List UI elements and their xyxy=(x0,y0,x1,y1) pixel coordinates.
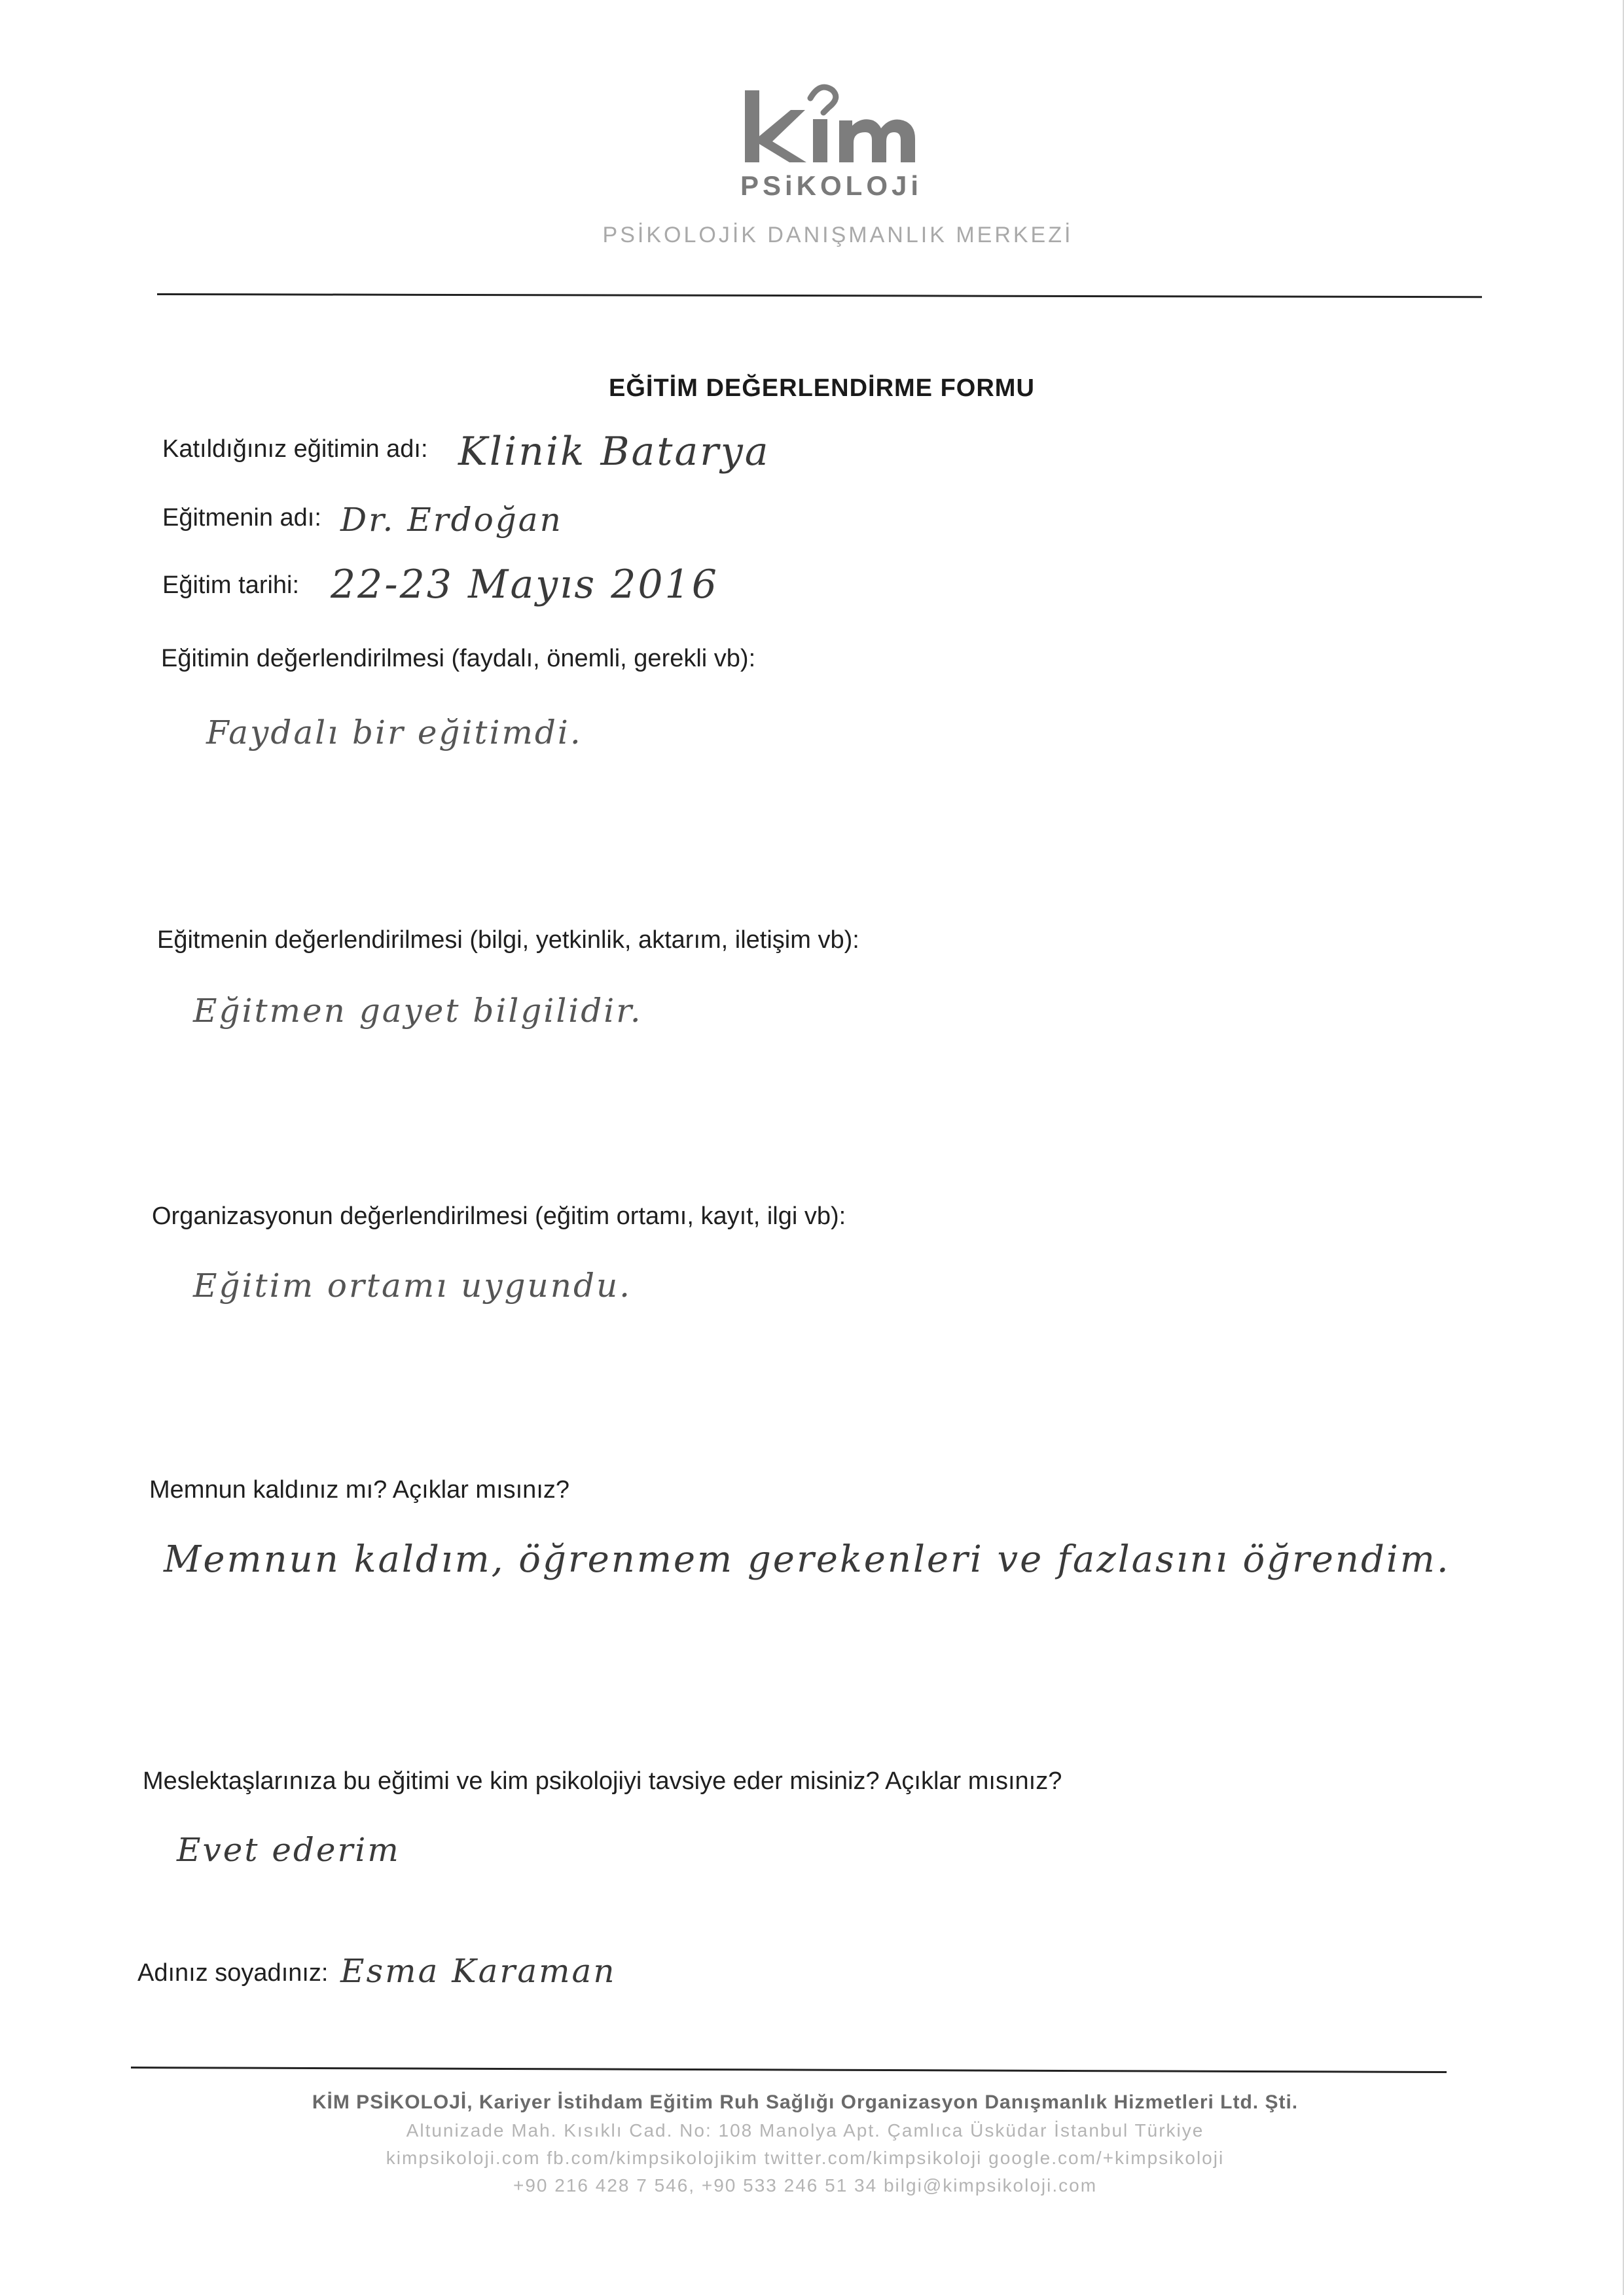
footer-address: Altunizade Mah. Kısıklı Cad. No: 108 Manolya Apt. Çamlıca Üsküdar İstanbul Türkiye xyxy=(406,2120,1204,2141)
trainer-evaluation-answer: Eğitmen gayet bilgilidir. xyxy=(193,992,643,1030)
footer-contact: +90 216 428 7 546, +90 533 246 51 34 bilgi@kimpsikoloji.com xyxy=(513,2175,1098,2196)
training-date-label: Eğitim tarihi: xyxy=(162,571,300,599)
kim-logo-mark xyxy=(733,79,929,170)
recommendation-answer: Evet ederim xyxy=(177,1831,401,1869)
full-name-answer: Esma Karaman xyxy=(340,1952,617,1990)
training-name-label: Katıldığınız eğitimin adı: xyxy=(162,435,428,463)
trainer-evaluation-label: Eğitmenin değerlendirilmesi (bilgi, yetkinlik, aktarım, iletişim vb): xyxy=(157,926,859,954)
recommendation-label: Meslektaşlarınıza bu eğitimi ve kim psikolojiyi tavsiye eder misiniz? Açıklar mısınız? xyxy=(143,1767,1062,1795)
logo-subtitle: PSiKOLOJi xyxy=(740,170,923,201)
training-evaluation-answer: Faydalı bir eğitimdi. xyxy=(206,714,583,751)
training-date-answer: 22-23 Mayıs 2016 xyxy=(331,562,719,607)
footer-company: KİM PSİKOLOJİ, Kariyer İstihdam Eğitim Ruh Sağlığı Organizasyon Danışmanlık Hizmetleri Ltd. Şti. xyxy=(312,2091,1299,2113)
footer-web: kimpsikoloji.com fb.com/kimpsikolojikim twitter.com/kimpsikoloji google.com/+kimpsikoloji xyxy=(386,2148,1225,2168)
kim-psikoloji-logo xyxy=(733,79,929,209)
organization-evaluation-label: Organizasyonun değerlendirilmesi (eğitim ortamı, kayıt, ilgi vb): xyxy=(152,1202,846,1230)
training-evaluation-label: Eğitimin değerlendirilmesi (faydalı, önemli, gerekli vb): xyxy=(161,645,756,672)
form-title: EĞİTİM DEĞERLENDİRME FORMU xyxy=(609,374,1035,402)
training-name-answer: Klinik Batarya xyxy=(458,429,770,475)
footer xyxy=(275,2091,1335,2196)
organization-evaluation-answer: Eğitim ortamı uygundu. xyxy=(193,1267,632,1305)
satisfaction-label: Memnun kaldınız mı? Açıklar mısınız? xyxy=(149,1476,570,1504)
trainer-name-answer: Dr. Erdoğan xyxy=(340,501,563,539)
tagline: PSİKOLOJİK DANIŞMANLIK MERKEZİ xyxy=(602,223,1074,247)
trainer-name-label: Eğitmenin adı: xyxy=(162,504,321,532)
satisfaction-answer: Memnun kaldım, öğrenmem gerekenleri ve fazlasını öğrendim. xyxy=(164,1538,1451,1581)
full-name-label: Adınız soyadınız: xyxy=(137,1959,329,1987)
